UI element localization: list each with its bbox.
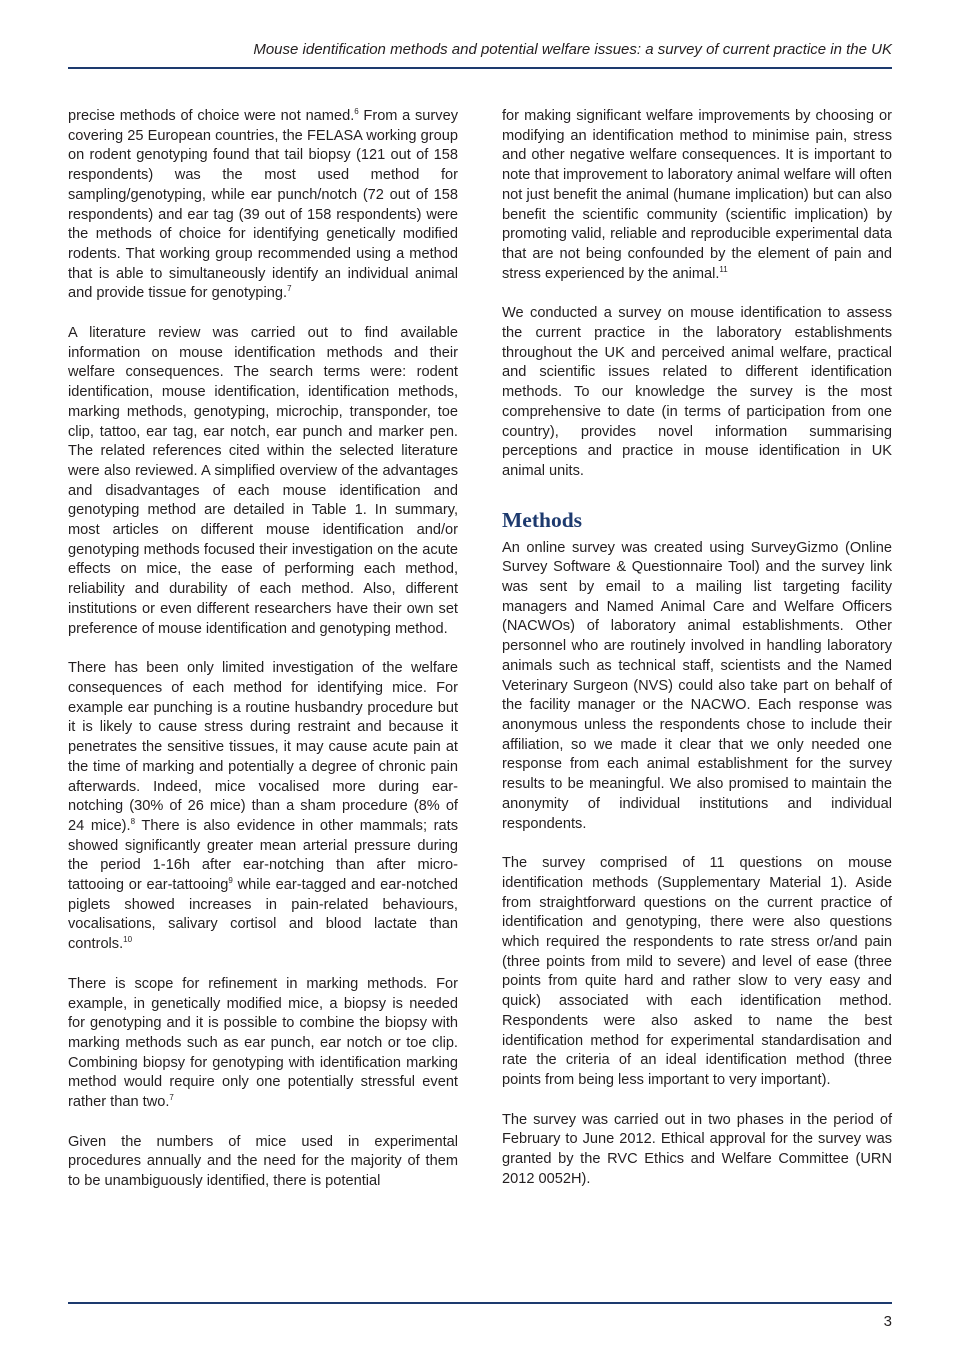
paragraph: The survey was carried out in two phases in the period of February to June 2012. Ethical approval for the survey was granted by the RVC Ethics and Welfare Committee (URN 2012 0052H). [502, 1111, 892, 1187]
reference-marker: 9 [228, 876, 233, 886]
reference-marker: 6 [354, 107, 359, 116]
paragraph: There is scope for refinement in marking methods. For example, in genetically modified mice, a biopsy is needed for genotyping and it is possible to combine the biopsy with marking methods such as ear punch, ear notch or toe clip. Combining biopsy for genotyping with identification marking method would require only one potentially stressful event rather than two.$^7$ [68, 975, 458, 1111]
section-heading-methods: Methods [502, 507, 583, 532]
paragraph: precise methods of choice were not named.$^6$ From a survey covering 25 European countries, the FELASA working group on rodent genotyping found that tail biopsy (121 out of 158 respondents) was the most used method for sampling/genotyping, while ear punch/notch (72 out of 158 respondents) and ear tag (39 out of 158 respondents) were the methods of choice for identifying genetically modified rodents. That working group recommended using a method that is able to simultaneously identify an individual animal and provide tissue for genotyping.$^7$ [68, 107, 458, 302]
paragraph: There has been only limited investigation of the welfare consequences of each method for identifying mice. For example ear punching is a routine husbandry procedure but it is likely to cause stress during restraint and because it penetrates the sensitive tissues, it may cause acute pain at the time of marking and potentially a degree of chronic pain afterwards. Indeed, mice vocalised more during ear-notching (30% of 26 mice) than a sham procedure (8% of 24 mice).$^8$ There is also evidence in other mammals; rats showed significantly greater mean arterial pressure during the period 1-16h after ear-notching than after micro-tattooing or ear-tattooing$^9$ while ear-tagged and ear-notched piglets showed increases in pain-related behaviours, vocalisations, salivary cortisol and blood lactate than controls.$^{10}$ [68, 660, 459, 953]
right-column [502, 107, 892, 1209]
paragraph: The survey comprised of 11 questions on mouse identification methods (Supplementary Material 1). Aside from straightforward questions on the current practice of identification and genotyping, there were also questions which required the respondents to rate stress or/and pain (three points from mild to severe) and level of ease (three points from quite hard and rather slow to very easy and quick) associated with each identification method. Respondents were also asked to name the best identification method for experimental standardisation and rate the criteria of an ideal identification method (three points from being less important to very important). [502, 855, 892, 1088]
paragraph: Given the numbers of mice used in experimental procedures annually and the need for the majority of them to be unambiguously identified, there is potential [68, 1133, 458, 1190]
reference-marker: 10 [123, 935, 133, 945]
paragraph: A literature review was carried out to find available information on mouse identification methods and their welfare consequences. The search terms were: rodent identification, mouse identification, identification methods, marking methods, genotyping, microchip, transponder, toe clip, tattoo, ear tag, ear notch, ear punch and marker pen. The related references cited within the selected literature were also reviewed. A simplified overview of the advantages and disadvantages of each mouse identification and genotyping method are detailed in Table 1. In summary, most articles on different mouse identification and/or genotyping methods focused their investigation on the acute effects on mice, the ease of performing each method, reliability and durability of each method. Also, different institutions or even different researchers have their own set preference of mouse identification and genotyping method. [68, 325, 458, 637]
reference-marker: 7 [169, 1093, 174, 1103]
footer-rule [68, 1302, 892, 1304]
running-header: Mouse identification methods and potential welfare issues: a survey of current practice in the UK [253, 41, 892, 58]
header-rule [68, 67, 892, 69]
reference-marker: 7 [287, 284, 292, 294]
paragraph: We conducted a survey on mouse identification to assess the current practice in the laboratory establishments throughout the UK and perceived animal welfare, practical and scientific issues related to different identification methods. To our knowledge the survey is the most comprehensive to date (in terms of participation from one country), provides novel information summarising perceptions and practice in mouse identification in UK animal units. [502, 305, 892, 479]
page-number: 3 [883, 1313, 892, 1330]
reference-marker: 11 [719, 264, 728, 274]
left-column [68, 107, 458, 1212]
reference-marker: 8 [130, 816, 136, 826]
paragraph: for making significant welfare improvements by choosing or modifying an identification method to minimise pain, stress and other negative welfare consequences. It is important to note that improvement to laboratory animal welfare will often not just benefit the animal (humane implication) but can also benefit the scientific community (scientific implication) by promoting valid, reliable and reproducible experimental data that are not being confounded by the element of pain and stress experienced by the animal.$^{11}$ [502, 108, 892, 282]
paragraph: An online survey was created using SurveyGizmo (Online Survey Software & Questionnaire Tool) and the survey link was sent by email to a mailing list targeting facility managers and Named Animal Care and Welfare Officers (NACWOs) of laboratory animal establishments. Other personnel who are routinely involved in handling laboratory animals such as technical staff, scientists and the Named Veterinary Surgeon (NVS) could also take part on behalf of the facility manager or the NACWO. Each response was anonymous unless the respondents chose to include their affiliation, so we made it clear that we only needed one response from each animal establishment for the survey results to be meaningful. We also promised to maintain the anonymity of individual institutions and individual respondents. [502, 539, 892, 832]
